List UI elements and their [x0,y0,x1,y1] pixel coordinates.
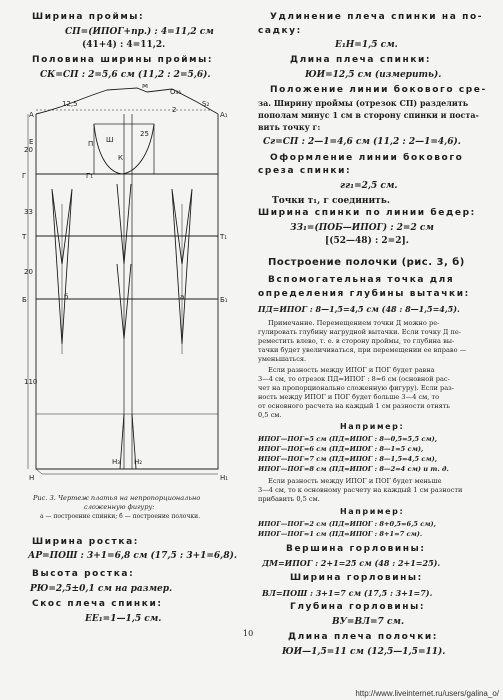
svg-text:110: 110 [24,378,38,386]
svg-text:Т: Т [22,233,27,241]
r-note-2: гулировать глубину нагрудной вытачки. Если точку Д пе- [258,328,461,336]
svg-text:Н₁: Н₁ [220,474,229,482]
r-note-4: тачки будет увеличиваться, при перемещении ее вправо — [258,346,467,354]
r-example-heading-2: Например: [340,507,405,516]
r-side-seam-3: пополам минус 1 см в сторону спинки и поста- [258,110,479,120]
r-heading-neck-depth: Глубина горловины: [290,602,426,612]
r-example-2: ИПОГ—ПОГ=6 см (ПД=ИПОГ : 8—1=5 см), [258,445,424,453]
r-formula-7: ПД=ИПОГ : 8—1,5=4,5 см (48 : 8—1,5=4,5). [258,304,460,314]
r-example-5: ИПОГ—ПОГ=2 см (ПД=ИПОГ : 8+0,5=6,5 см), [258,520,436,528]
r-side-seam-form-2: среза спинки: [258,166,352,176]
r-para-8: 3—4 см, то к основному расчету на каждый 1 см разности [258,486,463,494]
formula-neck-width: АР=ПОШ : 3+1=6,8 см (17,5 : 3+1=6,8). [28,551,237,561]
svg-text:К: К [118,154,123,162]
r-formula-4: гг₁=2,5 см. [340,181,398,191]
svg-text:25: 25 [140,130,149,138]
svg-text:А: А [29,111,34,119]
r-heading-neck-top: Вершина горловины: [286,544,426,554]
r-heading-front-shoulder: Длина плеча полочки: [288,632,439,642]
r-formula-2: ЮИ=12,5 см (измерить). [305,70,442,80]
r-text-points: Точки т₁, г соединить. [272,196,390,206]
svg-text:2: 2 [172,106,177,114]
r-aux-point-1: Вспомогательная точка для [268,275,455,285]
r-heading-neck-width: Ширина горловины: [290,573,423,583]
svg-text:М: М [142,84,149,90]
r-para-2: 3—4 см, то отрезок ПД=ИПОГ : 8=6 см (основной рас- [258,375,450,383]
svg-text:Ш: Ш [106,136,114,144]
r-para-5: от основного расчета на каждый 1 см разности отнять [258,402,451,410]
formula-neck-height: РЮ=2,5±0,1 см на размер. [30,584,173,594]
r-side-seam-2: за. Ширину проймы (отрезок СП) разделить [258,98,469,108]
r-heading-shoulder-length: Длина плеча спинки: [290,55,432,65]
r-note-5: уменьшаться. [258,355,307,363]
r-para-7: Если разность между ИПОГ и ПОГ будет меньше [268,477,442,485]
r-para-3: чет на пропорционально сложенную фигуру). Если раз- [258,384,455,392]
svg-text:20: 20 [24,146,33,154]
svg-text:S₂: S₂ [202,100,210,108]
r-text-1: Удлинение плеча спинки на по- [270,12,484,22]
r-text-2: садку: [258,26,302,36]
heading-armhole-width: Ширина проймы: [32,12,145,22]
svg-text:Т₁: Т₁ [220,233,228,241]
svg-text:20: 20 [24,268,33,276]
heading-neck-height: Высота ростка: [32,569,135,579]
r-para-9: прибавить 0,5 см. [258,495,320,503]
r-formula-10: ВУ=ВЛ=7 см. [332,617,405,627]
svg-text:Е: Е [29,138,34,146]
r-note-3: реместить влево, т. е. в сторону проймы, то глубина вы- [258,337,455,345]
svg-text:Н: Н [29,474,35,482]
r-example-6: ИПОГ—ПОГ=1 см (ПД=ИПОГ : 8+1=7 см). [258,530,423,538]
r-formula-6: [(52—48) : 2=2]. [325,236,409,246]
r-side-seam-4: вить точку г: [258,122,321,132]
r-aux-point-2: определения глубины вытачки: [258,289,470,299]
r-formula-11: ЮИ—1,5=11 см (12,5—1,5=11). [282,647,446,657]
formula-armhole-2: (41+4) : 4=11,2. [82,40,166,50]
figure-caption-1: Рис. 3. Чертеж платья на непропорционально [33,494,201,502]
heading-neck-width: Ширина ростка: [32,537,139,547]
r-para-6: 0,5 см. [258,411,282,419]
figure-caption-3: а — построение спинки; б — построение полочки. [40,513,201,520]
svg-text:Н₂: Н₂ [134,458,143,466]
r-heading-hip-width: Ширина спинки по линии бедер: [258,208,476,218]
figure-caption-2: сложенную фигуру: [84,503,155,511]
svg-text:Н₃: Н₃ [112,458,121,466]
svg-text:О₃₅: О₃₅ [170,88,182,96]
svg-text:Б: Б [22,296,27,304]
r-formula-9: ВЛ=ПОШ : 3+1=7 см (17,5 : 3+1=7). [262,588,433,598]
formula-armhole-1: СП=(ИПОГ+пр.) : 4=11,2 см [65,27,214,37]
r-note-1: Примечание. Перемещением точки Д можно ре- [268,319,440,327]
pattern-drawing [22,84,244,484]
section-title-front: Построение полочки (рис. 3, б) [268,257,465,268]
r-formula-1: Е₁Н=1,5 см. [335,40,398,50]
heading-half-armhole: Половина ширины проймы: [32,55,214,65]
r-para-1: Если разность между ИПОГ и ПОГ будет равна [268,366,435,374]
r-side-seam-form-1: Оформление линии бокового [270,153,464,163]
svg-text:12,5: 12,5 [62,100,78,108]
r-example-3: ИПОГ—ПОГ=7 см (ПД=ИПОГ : 8—1,5=4,5 см), [258,455,438,463]
r-formula-8: ДМ=ИПОГ : 2+1=25 см (48 : 2+1=25). [262,558,441,568]
heading-shoulder-slope: Скос плеча спинки: [32,599,163,609]
svg-text:Б₁: Б₁ [220,296,228,304]
r-para-4: ность между ИПОГ и ПОГ будет больше 3—4 см, то [258,393,440,401]
svg-text:33: 33 [24,208,33,216]
r-example-1: ИПОГ—ПОГ=5 см (ПД=ИПОГ : 8—0,5=5,5 см), [258,435,438,443]
svg-text:П: П [88,140,94,148]
page-number: 10 [243,629,254,638]
svg-text:Г₁: Г₁ [86,172,94,180]
r-example-heading-1: Например: [340,422,405,431]
r-formula-5: ЗЗ₁=(ПОБ—ИПОГ) : 2=2 см [290,223,434,233]
footer-url[interactable]: http://www.liveinternet.ru/users/galina_o/ [355,689,499,698]
svg-text:а: а [180,293,185,301]
svg-text:б: б [64,293,69,301]
r-formula-3: Сг=СП : 2—1=4,6 см (11,2 : 2—1=4,6). [263,137,461,147]
svg-text:Г: Г [22,172,27,180]
r-side-seam-1: Положение линии бокового сре- [270,85,487,95]
svg-text:А₁: А₁ [220,111,228,119]
r-example-4: ИПОГ—ПОГ=8 см (ПД=ИПОГ : 8—2=4 см) и т. д. [258,465,449,473]
formula-shoulder-slope: ЕЕ₁=1—1,5 см. [85,614,162,624]
formula-half-armhole: СК=СП : 2=5,6 см (11,2 : 2=5,6). [40,70,211,80]
